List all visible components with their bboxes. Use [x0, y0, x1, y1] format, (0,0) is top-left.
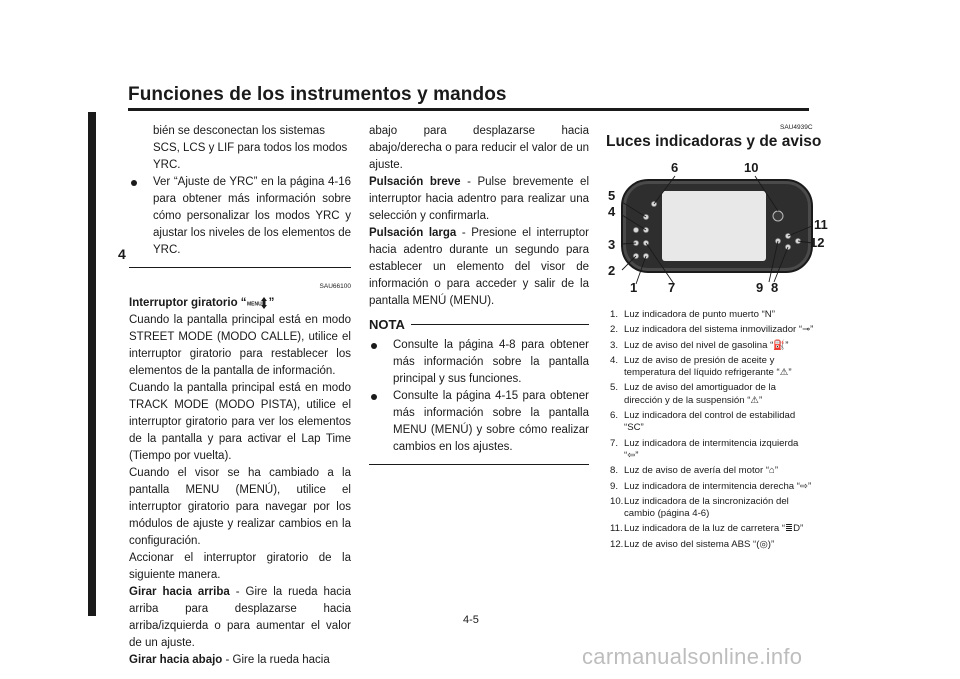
legend-text: Luz indicadora del control de estabilidad “SC”	[624, 410, 796, 434]
nota-rule	[411, 324, 589, 325]
menu-icon-label: MENU	[246, 301, 262, 308]
nota-label: NOTA	[369, 317, 405, 332]
term-long: Pulsación larga	[369, 227, 457, 239]
legend-num: 11.	[610, 523, 623, 535]
legend-num: 7.	[610, 437, 619, 449]
paragraph: Cuando la pantalla principal está en modo STREET MODE (MODO CALLE), utilice el interruptor giratorio para restablecer los elementos de la pantalla de información.	[129, 314, 351, 377]
page-number: 4-5	[463, 614, 479, 626]
section-code: SAU66100	[319, 283, 351, 290]
legend-num: 1.	[610, 309, 619, 320]
legend-num: 2.	[610, 324, 619, 336]
bullet-dot	[371, 343, 377, 349]
legend-num: 10.	[610, 495, 624, 507]
legend-item	[610, 340, 815, 352]
bullet-text: Ver “Ajuste de YRC” en la página 4-16 para obtener más información sobre cómo personalizar los modos YRC y ajustar los niveles de los elementos de YRC.	[153, 176, 351, 256]
figure-number: 9	[756, 280, 764, 295]
column-left	[129, 123, 351, 669]
bullet-dot	[131, 180, 137, 186]
legend-num: 5.	[610, 382, 619, 394]
menu-dial-icon	[247, 297, 269, 309]
legend-item	[610, 496, 815, 521]
figure-number: 10	[744, 160, 759, 175]
paragraph-short	[369, 174, 589, 225]
term-up: Girar hacia arriba	[129, 586, 230, 598]
paragraph: Cuando el visor se ha cambiado a la pantalla MENU (MENÚ), utilice el interruptor giratorio para navegar por los módulos de ajuste y realizar cambios en la configuración.	[129, 467, 351, 547]
column-middle	[369, 123, 589, 465]
figure-number: 4	[608, 204, 616, 219]
nota-end-rule	[369, 464, 589, 465]
legend-text: Luz indicadora de intermitencia izquierda “⇦”	[624, 437, 799, 461]
section-code: SAU4939C	[780, 124, 813, 131]
figure-number: 7	[668, 280, 676, 295]
paragraph-down	[129, 652, 351, 669]
section-rule	[129, 267, 351, 268]
legend-item	[610, 465, 815, 477]
figure-number: 2	[608, 263, 616, 278]
legend-item	[610, 382, 815, 407]
legend-item	[610, 309, 815, 321]
legend-item	[610, 324, 815, 336]
continued-line: YRC.	[153, 159, 181, 171]
chapter-tab-bar	[88, 112, 96, 616]
continued-line: SCS, LCS y LIF para todos los modos	[153, 142, 348, 154]
bullet-yrc	[129, 174, 351, 259]
paragraph: Cuando la pantalla principal está en modo TRACK MODE (MODO PISTA), utilice el interruptor giratorio para ver los elementos de la pantalla y para activar el Lap Time (Tiempo por vuelta).	[129, 382, 351, 462]
watermark-text: carmanualsonline.info	[582, 644, 803, 669]
legend-text: Luz indicadora de intermitencia derecha “⇨”	[624, 480, 812, 492]
paragraph: Accionar el interruptor giratorio de la siguiente manera.	[129, 552, 351, 581]
term-short: Pulsación breve	[369, 176, 461, 188]
continued-line: bién se desconectan los sistemas	[153, 125, 325, 137]
legend-item	[610, 355, 815, 380]
legend-num: 12.	[610, 538, 624, 550]
legend-text: Luz de aviso de avería del motor “⌂”	[624, 465, 779, 477]
term-long-text: - Presione el interruptor hacia adentro durante un segundo para establecer un elemento del visor de información o para acceder y salir de la pantalla MENÚ (MENU).	[369, 227, 589, 307]
chapter-number: 4	[118, 246, 126, 262]
legend-text: Luz indicadora de punto muerto “N”	[624, 309, 775, 320]
term-up-text: - Gire la rueda hacia arriba para desplazarse hacia arriba/izquierda o para aumentar el valor de un ajuste.	[129, 586, 351, 649]
instrument-panel-figure	[606, 158, 836, 298]
legend-item	[610, 523, 815, 535]
figure-number: 3	[608, 237, 616, 252]
nota-bullet	[369, 337, 589, 388]
section-title: Luces indicadoras y de aviso	[606, 133, 822, 150]
legend-item	[610, 539, 815, 551]
heading-text-end: ”	[268, 297, 275, 309]
figure-number: 12	[810, 235, 825, 250]
heading-text: Interruptor giratorio “	[129, 297, 247, 309]
figure-number: 11	[814, 217, 828, 232]
term-down: Girar hacia abajo	[129, 654, 223, 666]
legend-text: Luz de aviso del sistema ABS “(◎)”	[624, 538, 775, 550]
page-header-title: Funciones de los instrumentos y mandos	[128, 84, 507, 105]
bullet-text: Consulte la página 4-15 para obtener más información sobre la pantalla MENU (MENÚ) y sobre cómo realizar cambios en los ajustes.	[393, 390, 589, 453]
paragraph-up	[129, 584, 351, 652]
legend-item	[610, 481, 815, 493]
paragraph-long	[369, 225, 589, 310]
bullet-text: Consulte la página 4-8 para obtener más información sobre la pantalla principal y sus funciones.	[393, 339, 589, 385]
legend-text: Luz de aviso de presión de aceite y temperatura del líquido refrigerante “⚠”	[624, 354, 792, 379]
paragraph: abajo para desplazarse hacia abajo/derecha o para reducir el valor de un ajuste.	[369, 125, 589, 171]
figure-legend	[610, 309, 815, 554]
nota-bullet	[369, 388, 589, 456]
legend-item	[610, 438, 815, 463]
term-down-text: - Gire la rueda hacia	[222, 654, 330, 666]
figure-number: 5	[608, 188, 616, 203]
legend-text: Luz de aviso del nivel de gasolina “⛽”	[624, 339, 789, 351]
term-short-text: - Pulse brevemente el interruptor hacia adentro para realizar una selección y confirmarla.	[369, 176, 589, 222]
legend-item	[610, 410, 815, 435]
figure-number: 6	[671, 160, 679, 175]
legend-text: Luz de aviso del amortiguador de la dirección y de la suspensión “⚠”	[624, 382, 776, 406]
figure-number: 8	[771, 280, 779, 295]
section-heading	[129, 295, 351, 312]
legend-num: 4.	[610, 354, 619, 366]
legend-text: Luz indicadora del sistema inmovilizador “⊸”	[624, 324, 814, 336]
legend-num: 6.	[610, 410, 619, 422]
bullet-dot	[371, 394, 377, 400]
nota-header	[369, 316, 589, 333]
legend-num: 3.	[610, 339, 619, 351]
legend-num: 8.	[610, 465, 619, 477]
legend-text: Luz indicadora de la luz de carretera “≣D”	[624, 523, 804, 535]
legend-text: Luz indicadora de la sincronización del cambio (página 4-6)	[624, 495, 789, 520]
header-rule	[128, 108, 809, 111]
legend-num: 9.	[610, 480, 619, 492]
figure-number: 1	[630, 280, 638, 295]
